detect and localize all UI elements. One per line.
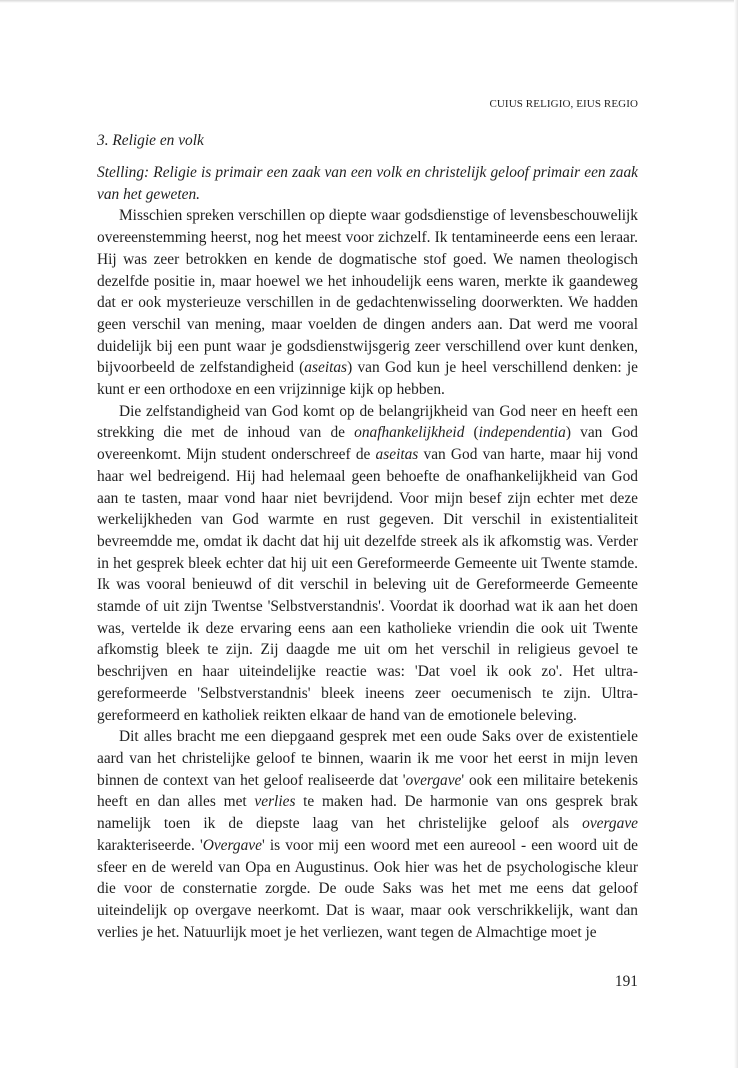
paragraph-1-end: ) van God kun je heel verschillend denken: je kunt er een orthodoxe en een vrijzinnige kijk op hebben. bbox=[97, 359, 638, 399]
emphasis-overgave-2: overgave bbox=[582, 815, 638, 833]
thesis-statement: Stelling: Religie is primair een zaak van een volk en christelijk geloof primair een zaak van het geweten. bbox=[97, 164, 638, 203]
paragraph-1 bbox=[97, 205, 638, 400]
scan-edge-top bbox=[0, 0, 738, 3]
paragraph-2-text-b: ( bbox=[464, 424, 479, 442]
paragraph-3 bbox=[97, 726, 638, 943]
paragraph-3-text-b: ' ook een militaire betekenis heeft en dan alles met bbox=[97, 771, 638, 811]
paragraph-2-text-c: ) van God overeenkomt. Mijn student onderschreef de bbox=[97, 424, 638, 464]
paragraph-3-text-a: Dit alles bracht me een diepgaand gesprek met een oude Saks over de existentiele aard van het christelijke geloof te binnen, waarin ik me voor het eerst in mijn leven binnen de context van het geloof realiseerde dat ' bbox=[97, 728, 638, 789]
paragraph-3-text-e: ' is voor mij een woord met een aureool - een woord uit de sfeer en de wereld van Opa en Augustinus. Ook hier was het de psychologische kleur die voor de consternatie zorgde. De oude Saks was het met me eens dat geloof uiteindelijk op overgave neerkomt. Dat is waar, maar ook verschrikkelijk, want dan verlies je het. Natuurlijk moet je het verliezen, want tegen de Almachtige moet je bbox=[97, 836, 638, 941]
emphasis-onafhankelijkheid: onafhankelijkheid bbox=[354, 424, 465, 442]
page-number: 191 bbox=[614, 973, 638, 990]
paragraph-2 bbox=[97, 401, 638, 727]
emphasis-aseitas-2: aseitas bbox=[375, 446, 419, 464]
main-text bbox=[97, 130, 638, 943]
paragraph-3-text-c: te maken had. De harmonie van ons gesprek brak namelijk toen ik de diepste laag van het christelijke geloof als bbox=[97, 793, 638, 833]
paragraph-1-text: Misschien spreken verschillen op diepte waar godsdienstige of levensbeschouwelijk overeenstemming heerst, nog het meest voor zichzelf. Ik tentamineerde eens een leraar. Hij was zeer betrokken en kende de dogmatische stof goed. We namen theologisch dezelfde positie in, maar hoewel we het inhoudelijk eens waren, merkte ik gaandeweg dat er ook mysterieuze verschillen in de gedachtenwisseling doorwerkten. We hadden geen verschil van mening, maar voelden de dingen anders aan. Dat werd me vooral duidelijk bij een punt waar je godsdienstwijsgerig zeer verschillend over kunt denken, bijvoorbeeld de zelfstandigheid ( bbox=[97, 207, 638, 377]
emphasis-independentia: independentia bbox=[478, 424, 566, 442]
paragraph-2-text-d: van God van harte, maar hij vond haar wel bedreigend. Hij had helemaal geen behoefte de onafhankelijkheid van God aan te tasten, maar vond haar niet bevrijdend. Voor mijn besef zijn echter met deze werkelijkheden van God warmte en rust gegeven. Dit verschil in existentialiteit bevreemdde me, omdat ik dacht dat hij uit dezelfde streek als ik afkomstig was. Verder in het gesprek bleek echter dat hij uit een Gereformeerde Gemeente uit Twente stamde. Ik was vooral benieuwd of dit verschil in beleving uit de Gereformeerde Gemeente stamde of uit zijn Twentse 'Selbstverstandnis'. Voordat ik doorhad wat ik aan het doen was, vertelde ik deze ervaring eens aan een katholieke vriendin die ook uit Twente afkomstig bleek te zijn. Zij daagde me uit om het verschil in religieus gevoel te beschrijven en haar uiteindelijke reactie was: 'Dat voel ik ook zo'. Het ultra-gereformeerde 'Selbstverstandnis' bleek ineens zeer oecumenisch te zijn. Ultra-gereformeerd en katholiek reikten elkaar de hand van de emotionele beleving. bbox=[97, 446, 638, 724]
paragraph-3-text-d: karakteriseerde. ' bbox=[97, 836, 203, 854]
emphasis-overgave-3: Overgave bbox=[202, 836, 262, 854]
scan-edge-right bbox=[734, 0, 738, 1068]
emphasis-overgave-1: overgave bbox=[405, 771, 462, 789]
running-header: CUIUS RELIGIO, EIUS REGIO bbox=[489, 98, 638, 110]
emphasis-verlies: verlies bbox=[254, 793, 296, 811]
section-heading: 3. Religie en volk bbox=[97, 132, 204, 149]
emphasis-aseitas: aseitas bbox=[304, 359, 348, 377]
paragraph-2-text-a: Die zelfstandigheid van God komt op de belangrijkheid van God neer en heeft een strekking die met de inhoud van de bbox=[97, 402, 638, 442]
